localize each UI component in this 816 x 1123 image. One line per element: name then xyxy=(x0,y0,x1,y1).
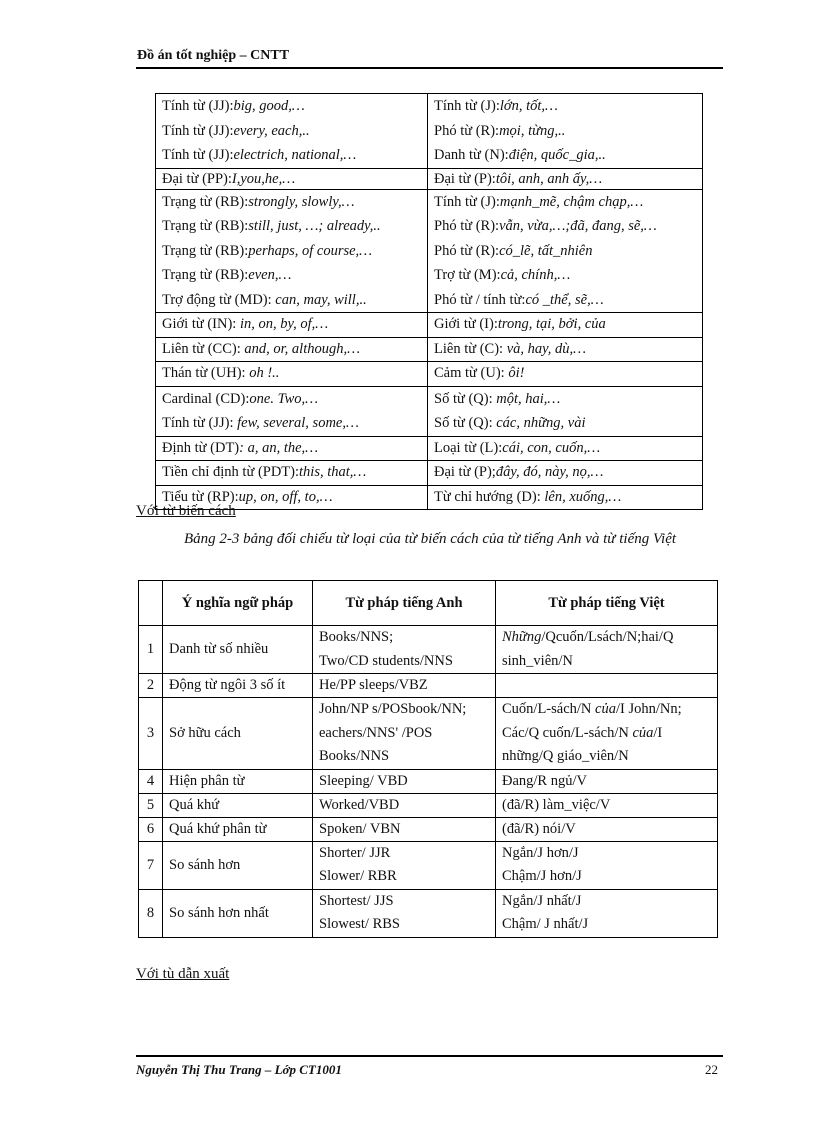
pos-label: Trạng từ (RB): xyxy=(162,193,249,210)
grammar-meaning: Danh từ số nhiều xyxy=(163,626,313,674)
pos-label: Cardinal (CD): xyxy=(162,390,250,407)
table-row xyxy=(156,362,703,387)
pos-line xyxy=(162,437,421,461)
table-row xyxy=(156,485,703,510)
english-form-cell xyxy=(313,674,496,698)
row-number: 3 xyxy=(139,698,163,770)
english-pos-cell xyxy=(156,189,428,313)
english-form-line: John/NP s/POSbook/NN; xyxy=(319,701,467,717)
english-form-cell xyxy=(313,889,496,937)
grammar-meaning: So sánh hơn nhất xyxy=(163,889,313,937)
vietnamese-form-line xyxy=(502,890,711,914)
table-row xyxy=(156,313,703,338)
pos-examples: one. Two,… xyxy=(249,390,319,407)
pos-line xyxy=(162,461,421,485)
pos-line xyxy=(162,288,421,313)
form-segment: /I John/Nn; xyxy=(615,701,682,717)
vietnamese-form-line xyxy=(502,698,711,722)
footer-rule xyxy=(136,1055,723,1057)
pos-examples: oh !.. xyxy=(249,365,280,381)
pos-label: Phó từ (R): xyxy=(434,122,500,139)
form-segment: những/Q giáo_viên/N xyxy=(502,748,629,764)
pos-line xyxy=(162,94,421,119)
pos-examples: và, hay, dù,… xyxy=(506,340,587,357)
row-number: 8 xyxy=(139,889,163,937)
vietnamese-form-line xyxy=(502,818,711,841)
vietnamese-form-line xyxy=(502,745,711,769)
vietnamese-pos-cell xyxy=(428,362,703,387)
pos-label: Đại từ (P): xyxy=(434,170,496,187)
vietnamese-form-line xyxy=(502,650,711,674)
pos-label: Định từ (DT) xyxy=(162,439,240,456)
section-heading-derivation: Với tù dẫn xuất xyxy=(136,966,230,982)
pos-line xyxy=(434,263,696,288)
header-english: Từ pháp tiếng Anh xyxy=(313,581,496,626)
english-form-cell xyxy=(313,841,496,889)
table-row xyxy=(139,626,718,674)
table-row xyxy=(139,889,718,937)
pos-line xyxy=(162,119,421,144)
vietnamese-pos-cell xyxy=(428,189,703,313)
pos-examples: một, hai,… xyxy=(496,390,561,407)
pos-examples: tôi, anh, anh ấy,… xyxy=(495,170,603,187)
pos-examples: có_lẽ, tất_nhiên xyxy=(499,242,593,259)
pos-examples: vẫn, vừa,…;đã, đang, sẽ,… xyxy=(499,218,657,234)
english-form-line: eachers/NNS' /POS xyxy=(319,724,433,741)
row-number: 5 xyxy=(139,793,163,817)
form-segment: Cuốn/L-sách/N xyxy=(502,701,596,717)
vietnamese-form-line xyxy=(502,865,711,889)
vietnamese-form-line xyxy=(502,770,711,793)
pos-line xyxy=(162,143,421,168)
pos-label: Trạng từ (RB): xyxy=(162,242,249,259)
pos-line xyxy=(434,437,696,461)
grammar-meaning: Quá khứ phân từ xyxy=(163,817,313,841)
pos-label: Trạng từ (RB): xyxy=(162,267,249,283)
pos-examples: in, on, by, of,… xyxy=(239,316,329,332)
inflection-table xyxy=(138,580,718,938)
pos-line xyxy=(162,239,421,264)
vietnamese-form-line xyxy=(502,794,711,817)
english-form-line: Books/NNS xyxy=(319,748,390,764)
pos-examples: trong, tại, bởi, của xyxy=(497,316,606,332)
pos-examples: : a, an, the,… xyxy=(239,439,319,456)
vietnamese-form-line xyxy=(502,842,711,866)
form-segment: Ngắn/J hơn/J xyxy=(502,844,579,861)
form-segment: (đã/R) nói/V xyxy=(502,820,576,837)
vietnamese-form-cell xyxy=(496,626,718,674)
pos-label: Đại từ (P); xyxy=(434,464,496,480)
grammar-meaning: So sánh hơn xyxy=(163,841,313,889)
pos-label: Tính từ (J): xyxy=(434,193,500,210)
table-row xyxy=(156,386,703,436)
pos-examples: mạnh_mẽ, chậm chạp,… xyxy=(499,193,644,210)
english-form-line: Spoken/ VBN xyxy=(319,820,401,837)
pos-examples: even,… xyxy=(248,267,292,283)
pos-label: Đại từ (PP): xyxy=(162,170,232,187)
row-number: 7 xyxy=(139,841,163,889)
pos-line xyxy=(434,143,696,168)
pos-examples: few, several, some,… xyxy=(237,415,359,431)
form-segment: Những xyxy=(502,629,542,645)
row-number: 2 xyxy=(139,674,163,698)
pos-line xyxy=(434,288,696,313)
section-heading-inflection: Với từ biến cách xyxy=(136,503,236,519)
pos-examples: still, just, …; already,.. xyxy=(248,218,381,234)
pos-line xyxy=(162,338,421,362)
english-pos-cell xyxy=(156,337,428,362)
pos-line xyxy=(162,214,421,239)
table-row xyxy=(139,793,718,817)
row-number: 1 xyxy=(139,626,163,674)
pos-line xyxy=(434,486,696,510)
form-segment: /I xyxy=(653,724,663,741)
vietnamese-pos-cell xyxy=(428,436,703,461)
pos-label: Tính từ (J): xyxy=(434,98,500,114)
pos-label: Tính từ (JJ): xyxy=(162,147,234,163)
vietnamese-pos-cell xyxy=(428,461,703,486)
form-segment: Ngắn/J nhất/J xyxy=(502,892,582,909)
vietnamese-form-cell xyxy=(496,817,718,841)
english-pos-cell xyxy=(156,94,428,169)
table-row xyxy=(156,461,703,486)
pos-examples: and, or, although,… xyxy=(244,340,360,357)
table-row xyxy=(139,698,718,770)
english-form-line: Slowest/ RBS xyxy=(319,916,400,932)
table-row xyxy=(139,841,718,889)
row-number: 6 xyxy=(139,817,163,841)
grammar-meaning: Động từ ngôi 3 số ít xyxy=(163,674,313,698)
pos-examples: perhaps, of course,… xyxy=(248,242,373,259)
pos-line xyxy=(434,313,696,337)
pos-line xyxy=(434,338,696,362)
form-segment: /Qcuốn/Lsách/N;hai/Q xyxy=(541,629,674,645)
english-form-cell xyxy=(313,626,496,674)
pos-examples: strongly, slowly,… xyxy=(248,193,355,210)
header-vietnamese: Từ pháp tiếng Việt xyxy=(496,581,718,626)
form-segment: Chậm/ J nhất/J xyxy=(502,916,589,932)
pos-examples: điện, quốc_gia,.. xyxy=(508,147,606,163)
header-meaning: Ý nghĩa ngữ pháp xyxy=(163,581,313,626)
pos-label: Liên từ (CC): xyxy=(162,340,245,357)
pos-label: Loại từ (L): xyxy=(434,439,503,456)
pos-examples: electrich, national,… xyxy=(233,147,357,163)
pos-label: Phó từ (R): xyxy=(434,218,500,234)
pos-label: Danh từ (N): xyxy=(434,147,509,163)
table-header-row xyxy=(139,581,718,626)
pos-label: Trạng từ (RB): xyxy=(162,218,249,234)
form-segment: Các/Q cuốn/L-sách/N xyxy=(502,724,633,741)
pos-label: Cảm từ (U): xyxy=(434,365,509,381)
footer-author: Nguyễn Thị Thu Trang – Lớp CT1001 xyxy=(136,1062,342,1077)
vietnamese-pos-cell xyxy=(428,94,703,169)
pos-examples: lên, xuống,… xyxy=(544,488,622,505)
english-form-line: Shortest/ JJS xyxy=(319,892,394,909)
vietnamese-pos-cell xyxy=(428,485,703,510)
table-row xyxy=(156,94,703,169)
english-form-cell xyxy=(313,817,496,841)
pos-line xyxy=(434,362,696,386)
pos-label: Giới từ (I): xyxy=(434,316,498,332)
pos-line xyxy=(162,313,421,337)
pos-line xyxy=(162,387,421,412)
english-pos-cell xyxy=(156,386,428,436)
pos-line xyxy=(434,239,696,264)
pos-label: Giới từ (IN): xyxy=(162,316,240,332)
pos-line xyxy=(162,362,421,386)
vietnamese-form-cell xyxy=(496,841,718,889)
pos-label: Liên từ (C): xyxy=(434,340,507,357)
english-pos-cell xyxy=(156,168,428,189)
vietnamese-pos-cell xyxy=(428,337,703,362)
form-segment: sinh_viên/N xyxy=(502,652,573,669)
page-number: 22 xyxy=(705,1062,718,1077)
pos-examples: big, good,… xyxy=(233,98,305,114)
pos-label: Tính từ (JJ): xyxy=(162,415,238,431)
table-row xyxy=(156,168,703,189)
pos-examples: các, những, vài xyxy=(496,415,586,431)
english-form-line: Books/NNS; xyxy=(319,629,394,645)
vietnamese-form-line xyxy=(502,626,711,650)
form-segment: của xyxy=(595,701,616,717)
pos-examples: every, each,.. xyxy=(233,122,310,139)
pos-examples: ôi! xyxy=(508,365,525,381)
page-header-title: Đồ án tốt nghiệp – CNTT xyxy=(137,48,290,63)
table-row xyxy=(156,436,703,461)
pos-label: Từ chỉ hướng (D): xyxy=(434,488,545,505)
table-row xyxy=(139,769,718,793)
pos-line xyxy=(434,387,696,412)
vietnamese-form-line xyxy=(502,722,711,746)
pos-examples: can, may, will,.. xyxy=(275,291,367,308)
vietnamese-pos-cell xyxy=(428,386,703,436)
vietnamese-form-cell xyxy=(496,769,718,793)
header-number xyxy=(139,581,163,626)
pos-line xyxy=(162,263,421,288)
pos-line xyxy=(434,119,696,144)
form-segment: (đã/R) làm_việc/V xyxy=(502,796,611,813)
grammar-meaning: Hiện phân từ xyxy=(163,769,313,793)
pos-line xyxy=(434,461,696,485)
pos-examples: I,you,he,… xyxy=(231,170,296,187)
grammar-meaning: Sở hữu cách xyxy=(163,698,313,770)
pos-examples: cả, chính,… xyxy=(500,267,571,283)
english-pos-cell xyxy=(156,436,428,461)
english-pos-cell xyxy=(156,313,428,338)
pos-line xyxy=(434,190,696,215)
pos-label: Số từ (Q): xyxy=(434,390,497,407)
pos-examples: mọi, từng,.. xyxy=(499,122,566,139)
english-form-cell xyxy=(313,793,496,817)
pos-label: Phó từ (R): xyxy=(434,242,500,259)
pos-line xyxy=(434,214,696,239)
pos-examples: lớn, tốt,… xyxy=(499,98,558,114)
vietnamese-form-line xyxy=(502,913,711,937)
row-number: 4 xyxy=(139,769,163,793)
pos-line xyxy=(162,190,421,215)
pos-examples: cái, con, cuốn,… xyxy=(502,439,601,456)
table-row xyxy=(156,337,703,362)
english-pos-cell xyxy=(156,362,428,387)
table-row xyxy=(139,817,718,841)
pos-examples: up, on, off, to,… xyxy=(238,488,333,505)
vietnamese-form-cell xyxy=(496,793,718,817)
pos-line xyxy=(434,94,696,119)
table-row xyxy=(156,189,703,313)
form-segment: của xyxy=(632,724,654,741)
vietnamese-form-cell xyxy=(496,889,718,937)
pos-examples: đây, đó, này, nọ,… xyxy=(495,464,604,480)
pos-label: Thán từ (UH): xyxy=(162,365,250,381)
header-rule xyxy=(136,67,723,69)
english-form-cell xyxy=(313,769,496,793)
pos-label: Tính từ (JJ): xyxy=(162,122,234,139)
grammar-meaning: Quá khứ xyxy=(163,793,313,817)
english-form-line: Two/CD students/NNS xyxy=(319,652,453,669)
english-form-cell xyxy=(313,698,496,770)
english-form-line: Worked/VBD xyxy=(319,796,400,813)
english-pos-cell xyxy=(156,461,428,486)
vietnamese-pos-cell xyxy=(428,313,703,338)
pos-line xyxy=(162,169,421,189)
pos-examples: this, that,… xyxy=(299,464,367,480)
english-form-line: Shorter/ JJR xyxy=(319,844,391,861)
english-form-line: He/PP sleeps/VBZ xyxy=(319,677,428,693)
table-row xyxy=(139,674,718,698)
pos-line xyxy=(162,411,421,436)
pos-label: Tính từ (JJ): xyxy=(162,98,234,114)
pos-mapping-table xyxy=(155,93,703,510)
table-caption: Bảng 2-3 bảng đối chiếu từ loại của từ biến cách của từ tiếng Anh và từ tiếng Việt xyxy=(183,531,677,547)
pos-label: Trợ từ (M): xyxy=(434,267,501,283)
pos-line xyxy=(434,411,696,436)
english-form-line: Slower/ RBR xyxy=(319,868,397,884)
form-segment: Đang/R ngủ/V xyxy=(502,772,587,789)
pos-label: Trợ động từ (MD): xyxy=(162,291,276,308)
pos-label: Phó từ / tính từ: xyxy=(434,291,526,308)
pos-label: Số từ (Q): xyxy=(434,415,497,431)
pos-line xyxy=(434,169,696,189)
form-segment: Chậm/J hơn/J xyxy=(502,868,582,884)
pos-label: Tiểu từ (RP): xyxy=(162,488,239,505)
pos-examples: có _thể, sẽ,… xyxy=(525,291,604,308)
english-form-line: Sleeping/ VBD xyxy=(319,772,408,789)
vietnamese-form-cell xyxy=(496,674,718,698)
vietnamese-pos-cell xyxy=(428,168,703,189)
vietnamese-form-cell xyxy=(496,698,718,770)
pos-label: Tiền chỉ định từ (PDT): xyxy=(162,464,300,480)
empty-line xyxy=(502,674,711,697)
